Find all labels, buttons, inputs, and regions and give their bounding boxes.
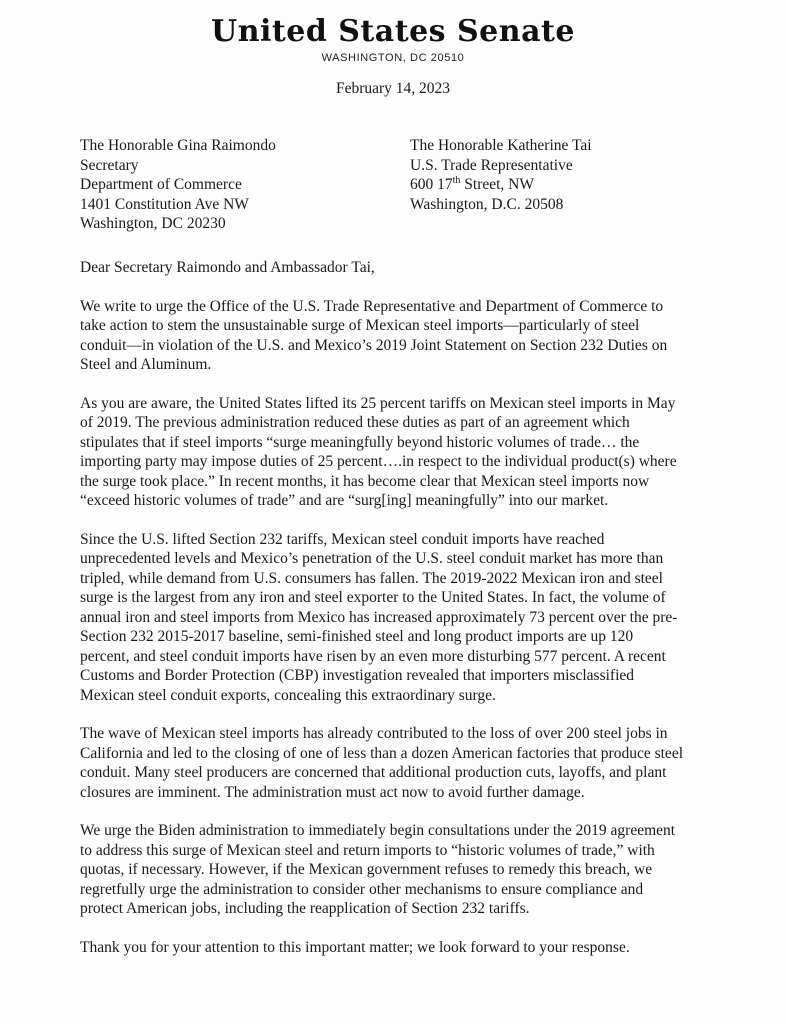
paragraph-line: tripled, while demand from U.S. consumers has fallen. The 2019-2022 Mexican iron and steel	[80, 569, 663, 587]
paragraph-line: to address this surge of Mexican steel and return imports to “historic volumes of trade,” with	[80, 841, 655, 859]
paragraph-line: Steel and Aluminum.	[80, 356, 212, 373]
paragraph	[80, 297, 710, 375]
paragraph-line: unprecedented levels and Mexico’s penetration of the U.S. steel conduit market has more than	[80, 550, 664, 567]
paragraph-line: “exceed historic volumes of trade” and are “surg[ing] meaningfully” into our market.	[80, 492, 609, 509]
paragraph-line: closures are imminent. The administration must act now to avoid further damage.	[80, 783, 585, 801]
paragraph-line: annual iron and steel imports from Mexico has increased approximately 73 percent over the pre-	[80, 608, 678, 626]
letter-body	[80, 258, 710, 976]
salutation: Dear Secretary Raimondo and Ambassador Tai,	[80, 259, 375, 276]
letterhead-title: United States Senate	[211, 14, 575, 49]
paragraph-line: Section 232 2015-2017 baseline, semi-finished steel and long product imports are up 120	[80, 628, 634, 645]
paragraph-line: regretfully urge the administration to consider other mechanisms to ensure compliance and	[80, 880, 644, 898]
recipient-right-line: U.S. Trade Representative	[410, 156, 573, 174]
paragraph-line: conduit—in violation of the U.S. and Mexico’s 2019 Joint Statement on Section 232 Duties on	[80, 336, 668, 354]
recipient-left-line: Washington, DC 20230	[80, 215, 226, 232]
recipient-left-line: The Honorable Gina Raimondo	[80, 137, 276, 154]
paragraph-line: the surge took place.” In recent months, it has become clear that Mexican steel imports now	[80, 472, 650, 490]
paragraph-line: Thank you for your attention to this important matter; we look forward to your response.	[80, 938, 630, 956]
paragraph-line: surge is the largest from any iron and steel exporter to the United States. In fact, the volume of	[80, 589, 666, 606]
paragraph	[80, 821, 710, 919]
paragraph	[80, 724, 710, 802]
recipient-right-line	[410, 175, 592, 195]
paragraph-line: take action to stem the unsustainable surge of Mexican steel imports—particularly of steel	[80, 317, 640, 334]
recipient-address-right	[410, 136, 592, 214]
paragraph	[80, 938, 710, 958]
recipient-address-left	[80, 136, 276, 234]
paragraph-line: The wave of Mexican steel imports has already contributed to the loss of over 200 steel jobs in	[80, 725, 668, 742]
letter-paragraphs	[80, 297, 710, 958]
paragraph	[80, 394, 710, 511]
paragraph	[80, 530, 710, 706]
street-number: 600 17	[410, 176, 453, 193]
recipient-left-line: Secretary	[80, 156, 139, 174]
street-name: Street, NW	[460, 176, 535, 193]
letter-date: February 14, 2023	[335, 80, 451, 97]
recipient-right-line: Washington, D.C. 20508	[410, 195, 564, 213]
paragraph-line: importing party may impose duties of 25 percent….in respect to the individual product(s) where	[80, 453, 677, 470]
paragraph-line: percent, and steel conduit imports have risen by an even more disturbing 577 percent. A recent	[80, 647, 666, 665]
paragraph-line: We write to urge the Office of the U.S. Trade Representative and Department of Commerce to	[80, 297, 664, 315]
letterhead-subtitle: WASHINGTON, DC 20510	[321, 52, 465, 64]
recipient-right-line: The Honorable Katherine Tai	[410, 137, 592, 154]
paragraph-line: California and led to the closing of one of less than a dozen American factories that produce steel	[80, 744, 684, 762]
recipient-left-line: 1401 Constitution Ave NW	[80, 195, 249, 213]
paragraph-line: protect American jobs, including the reapplication of Section 232 tariffs.	[80, 900, 530, 917]
paragraph-line: stipulates that if steel imports “surge meaningfully beyond historic volumes of trade… the	[80, 433, 640, 451]
paragraph-line: As you are aware, the United States lifted its 25 percent tariffs on Mexican steel imports in May	[80, 394, 676, 412]
paragraph-line: Customs and Border Protection (CBP) investigation revealed that importers misclassified	[80, 667, 635, 684]
paragraph-line: conduit. Many steel producers are concerned that additional production cuts, layoffs, and plant	[80, 764, 667, 781]
paragraph-line: quotas, if necessary. However, if the Mexican government refuses to remedy this breach, we	[80, 861, 653, 878]
paragraph-line: Mexican steel conduit exports, concealing this extraordinary surge.	[80, 686, 496, 704]
ordinal-suffix: th	[452, 174, 461, 186]
paragraph-line: We urge the Biden administration to immediately begin consultations under the 2019 agreement	[80, 822, 676, 839]
paragraph-line: Since the U.S. lifted Section 232 tariffs, Mexican steel conduit imports have reached	[80, 530, 605, 548]
recipient-left-line: Department of Commerce	[80, 176, 242, 193]
paragraph-line: of 2019. The previous administration reduced these duties as part of an agreement which	[80, 414, 630, 431]
